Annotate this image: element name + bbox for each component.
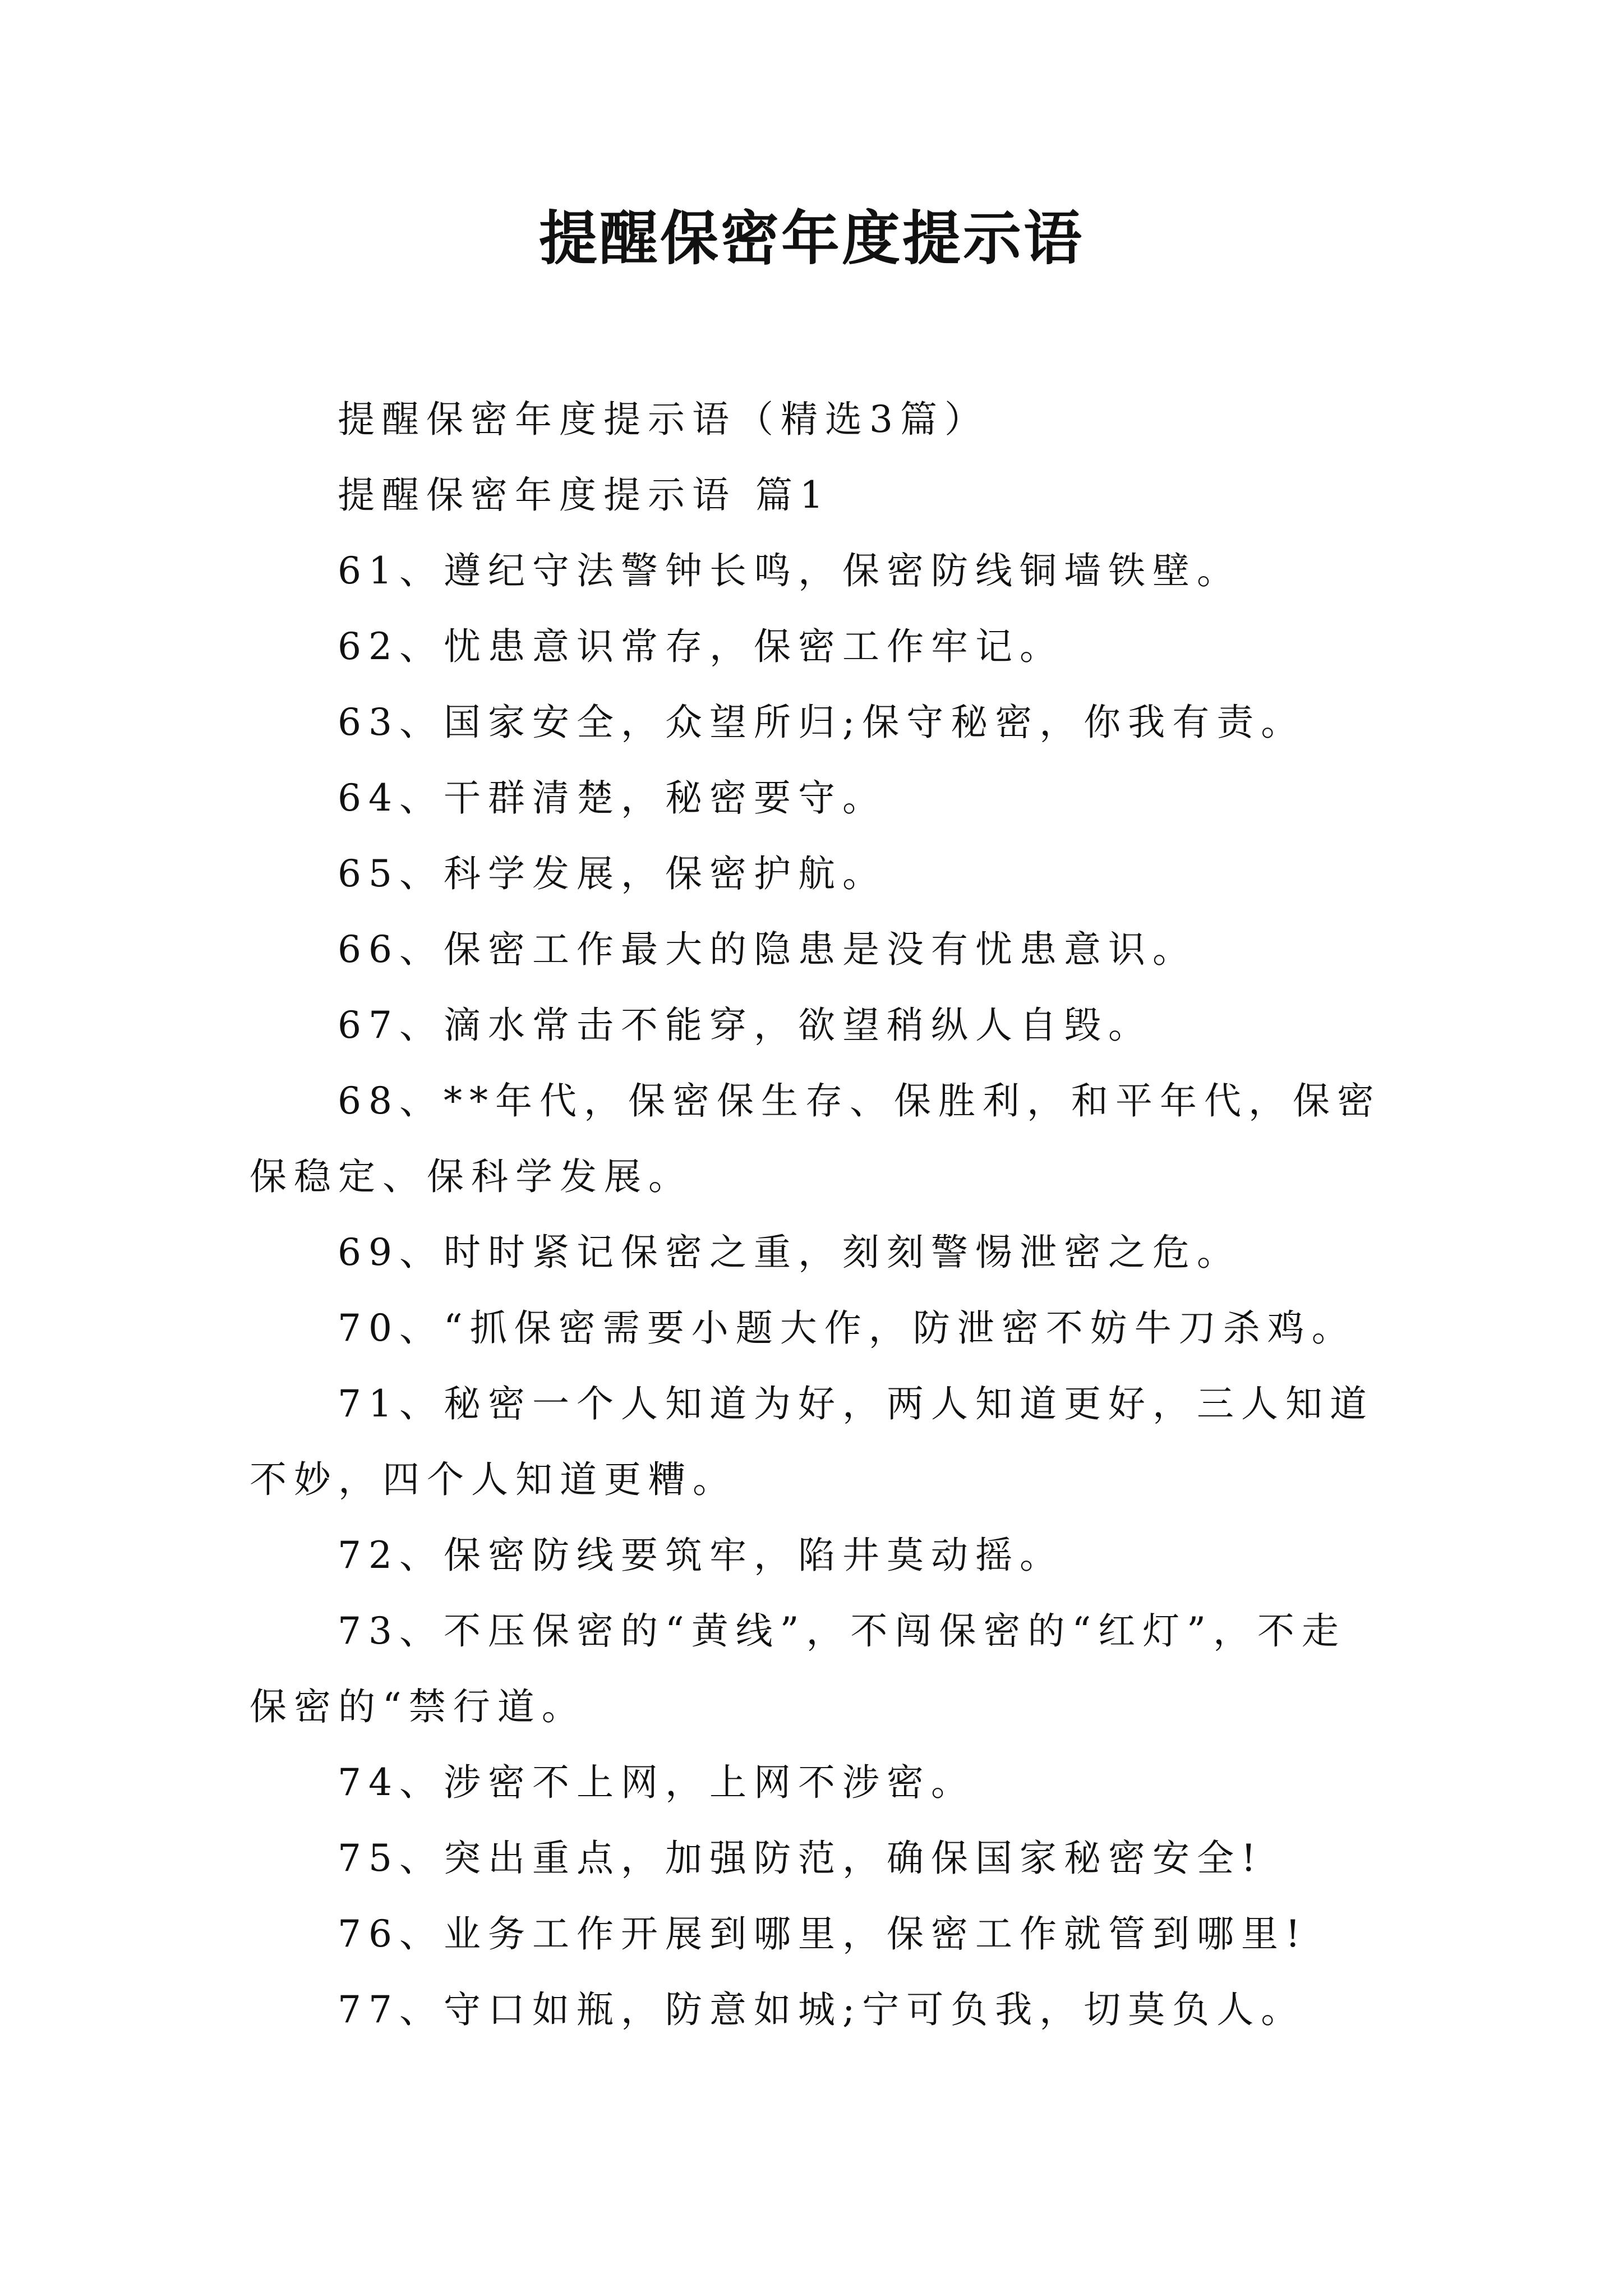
list-item: 66、保密工作最大的隐患是没有忧患意识。 <box>338 928 1197 971</box>
subtitle-paragraph: 提醒保密年度提示语（精选3篇） <box>338 398 989 441</box>
list-item: 61、遵纪守法警钟长鸣，保密防线铜墙铁壁。 <box>338 549 1241 592</box>
list-item: 64、干群清楚，秘密要守。 <box>338 776 887 820</box>
list-item: 69、时时紧记保密之重，刻刻警惕泄密之危。 <box>338 1231 1241 1274</box>
list-item: 73、不压保密的“黄线”，不闯保密的“红灯”，不走保密的“禁行道。 <box>250 1609 1346 1728</box>
list-item: 72、保密防线要筑牢，陷井莫动摇。 <box>338 1534 1064 1577</box>
list-item: 71、秘密一个人知道为好，两人知道更好，三人知道不妙，四个人知道更糟。 <box>250 1382 1374 1501</box>
list-item: 77、守口如瓶，防意如城;宁可负我，切莫负人。 <box>338 1988 1306 2031</box>
document-title: 提醒保密年度提示语 <box>538 204 1084 273</box>
list-item: 68、**年代，保密保生存、保胜利，和平年代，保密保稳定、保科学发展。 <box>250 1079 1381 1198</box>
section-heading: 提醒保密年度提示语 篇1 <box>338 473 831 517</box>
list-item: 63、国家安全，众望所归;保守秘密，你我有责。 <box>338 701 1306 744</box>
list-item: 62、忧患意识常存，保密工作牢记。 <box>338 625 1064 668</box>
list-item: 65、科学发展，保密护航。 <box>338 852 887 895</box>
list-item: 74、涉密不上网，上网不涉密。 <box>338 1761 975 1804</box>
list-item: 75、突出重点，加强防范，确保国家秘密安全! <box>338 1837 1264 1880</box>
list-item: 70、“抓保密需要小题大作，防泄密不妨牛刀杀鸡。 <box>338 1306 1356 1350</box>
list-item: 67、滴水常击不能穿，欲望稍纵人自毁。 <box>338 1004 1152 1047</box>
list-item: 76、业务工作开展到哪里，保密工作就管到哪里! <box>338 1912 1308 1955</box>
document-body <box>250 381 1388 2047</box>
